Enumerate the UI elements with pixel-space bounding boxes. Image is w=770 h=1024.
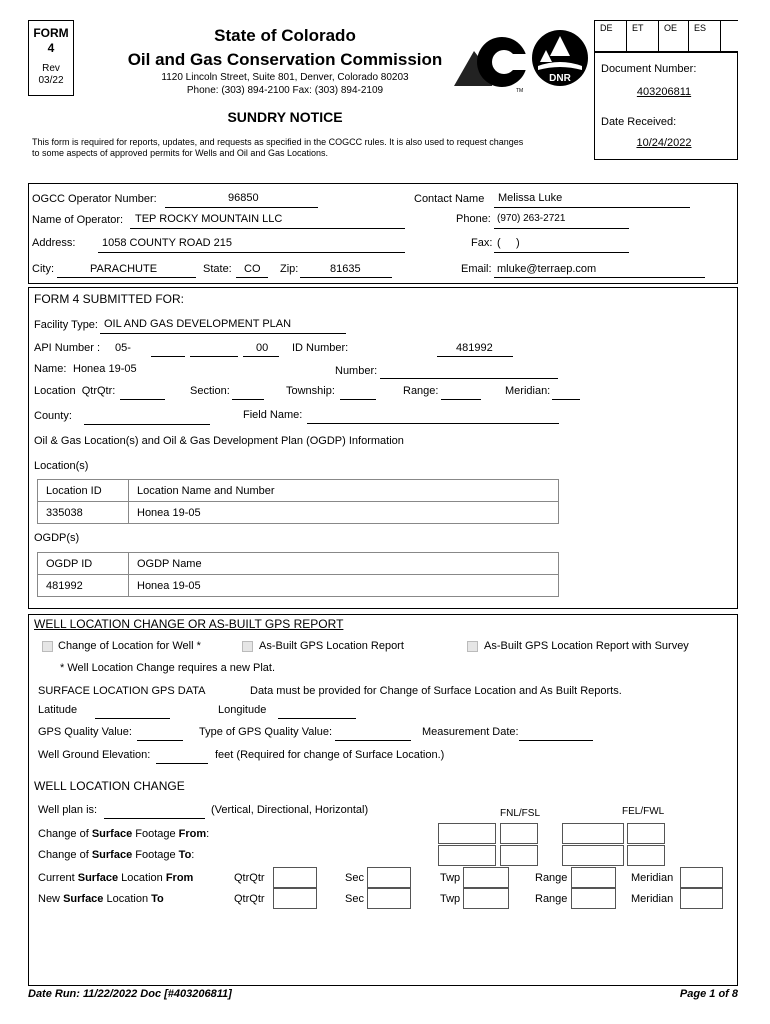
table-row[interactable]	[38, 502, 559, 524]
new-meridian-label: Meridian	[631, 893, 674, 905]
ogdp-id-header: OGDP ID	[38, 553, 129, 575]
as-built-survey-checkbox[interactable]	[467, 641, 478, 652]
new-twp-input[interactable]	[463, 888, 509, 909]
meridian-field[interactable]	[552, 399, 580, 400]
from-fel-input[interactable]	[562, 823, 624, 844]
field-name-label: Field Name:	[243, 409, 303, 421]
gps-type-field[interactable]	[335, 740, 411, 741]
current-twp-label: Twp	[440, 872, 461, 884]
table-row[interactable]	[38, 575, 559, 597]
ground-elevation-label: Well Ground Elevation:	[38, 749, 151, 761]
operator-number[interactable]: 96850	[228, 192, 259, 204]
well-change-title: WELL LOCATION CHANGE	[34, 779, 185, 793]
latitude-label: Latitude	[38, 704, 78, 716]
ogdp-header-row	[38, 553, 559, 575]
to-fel-input[interactable]	[562, 845, 624, 866]
name-value[interactable]: Honea 19-05	[73, 363, 137, 375]
from-fnl-input[interactable]	[438, 823, 496, 844]
ogdp-name-header: OGDP Name	[129, 553, 559, 575]
code-et: ET	[632, 23, 644, 33]
fel-fwl-header: FEL/FWL	[622, 806, 665, 817]
location-name-header: Location Name and Number	[129, 480, 559, 502]
form-rev-date: 03/22	[38, 75, 64, 86]
id-number-label: ID Number:	[292, 342, 349, 354]
phone-label: Phone:	[456, 213, 491, 225]
change-location-label: Change of Location for Well *	[58, 640, 201, 652]
current-sec-input[interactable]	[367, 867, 411, 888]
to-fel-dir-input[interactable]	[627, 845, 665, 866]
change-location-checkbox[interactable]	[42, 641, 53, 652]
range-label: Range:	[403, 385, 439, 397]
new-sec-label: Sec	[345, 893, 364, 905]
to-fnl-input[interactable]	[438, 845, 496, 866]
agency-phone-fax: Phone: (303) 894-2100 Fax: (303) 894-2109	[186, 85, 384, 96]
to-fnl-dir-input[interactable]	[500, 845, 538, 866]
code-oe: OE	[664, 23, 678, 33]
ogdp-table	[37, 552, 559, 597]
as-built-checkbox[interactable]	[242, 641, 253, 652]
operator-name-label: Name of Operator:	[32, 214, 124, 226]
longitude-label: Longitude	[218, 704, 267, 716]
current-location-label: Current Surface Location From	[38, 872, 194, 884]
footage-from-label: Change of Surface Footage From:	[38, 828, 210, 840]
ogdps-label: OGDP(s)	[34, 532, 80, 544]
current-meridian-input[interactable]	[680, 867, 723, 888]
location-name-cell: Honea 19-05	[129, 502, 559, 524]
notice-title: SUNDRY NOTICE	[227, 109, 343, 125]
address-label: Address:	[32, 237, 76, 249]
current-qtrqtr-input[interactable]	[273, 867, 317, 888]
field-name-field[interactable]	[307, 423, 559, 424]
ground-elevation-field[interactable]	[156, 763, 208, 764]
new-sec-input[interactable]	[367, 888, 411, 909]
locations-table	[37, 479, 559, 524]
current-range-label: Range	[535, 872, 568, 884]
code-de: DE	[600, 23, 613, 33]
section-field[interactable]	[232, 399, 264, 400]
api-suffix[interactable]: 00	[256, 342, 269, 354]
api-county-field[interactable]	[151, 356, 185, 357]
data-required-note: Data must be provided for Change of Surface Location and As Built Reports.	[250, 685, 622, 697]
address-value[interactable]: 1058 COUNTY ROAD 215	[102, 237, 233, 249]
fax-label: Fax:	[471, 237, 493, 249]
well-plan-field[interactable]	[104, 818, 205, 819]
form-number: 4	[47, 41, 55, 55]
city-label: City:	[32, 263, 54, 275]
well-section-title: WELL LOCATION CHANGE OR AS-BUILT GPS REPORT	[34, 617, 344, 631]
county-label: County:	[34, 410, 72, 422]
operator-number-label: OGCC Operator Number:	[32, 193, 157, 205]
dnr-logo-text: DNR	[549, 73, 571, 84]
api-sequence-field[interactable]	[190, 356, 238, 357]
range-field[interactable]	[441, 399, 481, 400]
from-fel-dir-input[interactable]	[627, 823, 665, 844]
locations-label: Location(s)	[34, 460, 89, 472]
zip-label: Zip:	[280, 263, 299, 275]
new-meridian-input[interactable]	[680, 888, 723, 909]
current-sec-label: Sec	[345, 872, 364, 884]
current-range-input[interactable]	[571, 867, 616, 888]
state-value[interactable]: CO	[244, 263, 261, 275]
location-qtrqtr-label: Location QtrQtr:	[34, 385, 116, 397]
fax-value[interactable]: ( )	[497, 237, 520, 249]
as-built-label: As-Built GPS Location Report	[259, 640, 404, 652]
longitude-field[interactable]	[278, 718, 356, 719]
well-plan-note: (Vertical, Directional, Horizontal)	[211, 804, 369, 816]
footer-date-run: Date Run: 11/22/2022 Doc [#403206811]	[28, 988, 232, 1000]
new-range-input[interactable]	[571, 888, 616, 909]
surface-gps-heading: SURFACE LOCATION GPS DATA	[38, 685, 206, 697]
dnr-logo	[530, 28, 590, 88]
new-qtrqtr-label: QtrQtr	[234, 893, 265, 905]
ground-elevation-note: feet (Required for change of Surface Location.)	[215, 749, 445, 761]
latitude-field[interactable]	[95, 718, 170, 719]
number-label: Number:	[335, 365, 378, 377]
new-location-label: New Surface Location To	[38, 893, 164, 905]
contact-name[interactable]: Melissa Luke	[498, 192, 563, 204]
from-fnl-dir-input[interactable]	[500, 823, 538, 844]
current-meridian-label: Meridian	[631, 872, 674, 884]
city-value[interactable]: PARACHUTE	[90, 263, 158, 275]
facility-type-value[interactable]: OIL AND GAS DEVELOPMENT PLAN	[104, 318, 292, 330]
ogdp-name-cell: Honea 19-05	[129, 575, 559, 597]
new-range-label: Range	[535, 893, 568, 905]
well-plan-label: Well plan is:	[38, 804, 98, 816]
intro-line-1: This form is required for reports, updates, and requests as specified in the COGCC rules. It is also used to request changes	[32, 137, 524, 147]
date-received-label: Date Received:	[601, 116, 677, 128]
code-es: ES	[694, 23, 707, 33]
ogdp-id-cell: 481992	[38, 575, 129, 597]
document-number-label: Document Number:	[601, 63, 697, 75]
measurement-date-label: Measurement Date:	[422, 726, 519, 738]
zip-value[interactable]: 81635	[330, 263, 361, 275]
footer-page-number: Page 1 of 8	[679, 988, 738, 1000]
colorado-c-logo	[452, 26, 532, 96]
date-received: 10/24/2022	[636, 137, 692, 149]
township-label: Township:	[286, 385, 335, 397]
section-label: Section:	[190, 385, 230, 397]
current-qtrqtr-label: QtrQtr	[234, 872, 265, 884]
gps-quality-label: GPS Quality Value:	[38, 726, 132, 738]
email-label: Email:	[461, 263, 492, 275]
facility-type-label: Facility Type:	[34, 319, 98, 331]
qtrqtr-field[interactable]	[120, 399, 165, 400]
submitted-title: FORM 4 SUBMITTED FOR:	[34, 292, 184, 306]
township-field[interactable]	[340, 399, 376, 400]
fnl-fsl-header: FNL/FSL	[500, 808, 541, 819]
new-twp-label: Twp	[440, 893, 461, 905]
form-label: FORM	[33, 26, 69, 40]
id-number-value[interactable]: 481992	[456, 342, 493, 354]
location-id-cell: 335038	[38, 502, 129, 524]
gps-quality-field[interactable]	[137, 740, 183, 741]
operator-name[interactable]: TEP ROCKY MOUNTAIN LLC	[135, 213, 283, 225]
intro-line-2: to some aspects of approved permits for Wells and Oil and Gas Locations.	[32, 148, 328, 158]
api-prefix: 05-	[115, 342, 131, 354]
footage-to-label: Change of Surface Footage To:	[38, 849, 195, 861]
meridian-label: Meridian:	[505, 385, 551, 397]
email-value[interactable]: mluke@terraep.com	[497, 263, 597, 275]
as-built-survey-label: As-Built GPS Location Report with Survey	[484, 640, 689, 652]
location-id-header: Location ID	[38, 480, 129, 502]
gps-type-label: Type of GPS Quality Value:	[199, 726, 333, 738]
state-label: State:	[203, 263, 232, 275]
form-rev-label: Rev	[42, 63, 60, 74]
name-label: Name:	[34, 363, 67, 375]
agency-commission: Oil and Gas Conservation Commission	[127, 50, 443, 69]
phone-value[interactable]: (970) 263-2721	[497, 213, 566, 224]
agency-state: State of Colorado	[214, 26, 356, 45]
agency-address: 1120 Lincoln Street, Suite 801, Denver, Colorado 80203	[161, 72, 409, 83]
county-field[interactable]	[84, 424, 210, 425]
measurement-date-field[interactable]	[519, 740, 593, 741]
tm-mark: TM	[516, 88, 524, 94]
new-qtrqtr-input[interactable]	[273, 888, 317, 909]
plat-note: * Well Location Change requires a new Plat.	[60, 662, 276, 674]
locations-header-row	[38, 480, 559, 502]
contact-name-label: Contact Name	[414, 193, 485, 205]
api-number-label: API Number :	[34, 342, 101, 354]
ogdp-info-heading: Oil & Gas Location(s) and Oil & Gas Development Plan (OGDP) Information	[34, 435, 404, 447]
current-twp-input[interactable]	[463, 867, 509, 888]
document-number: 403206811	[636, 86, 692, 98]
